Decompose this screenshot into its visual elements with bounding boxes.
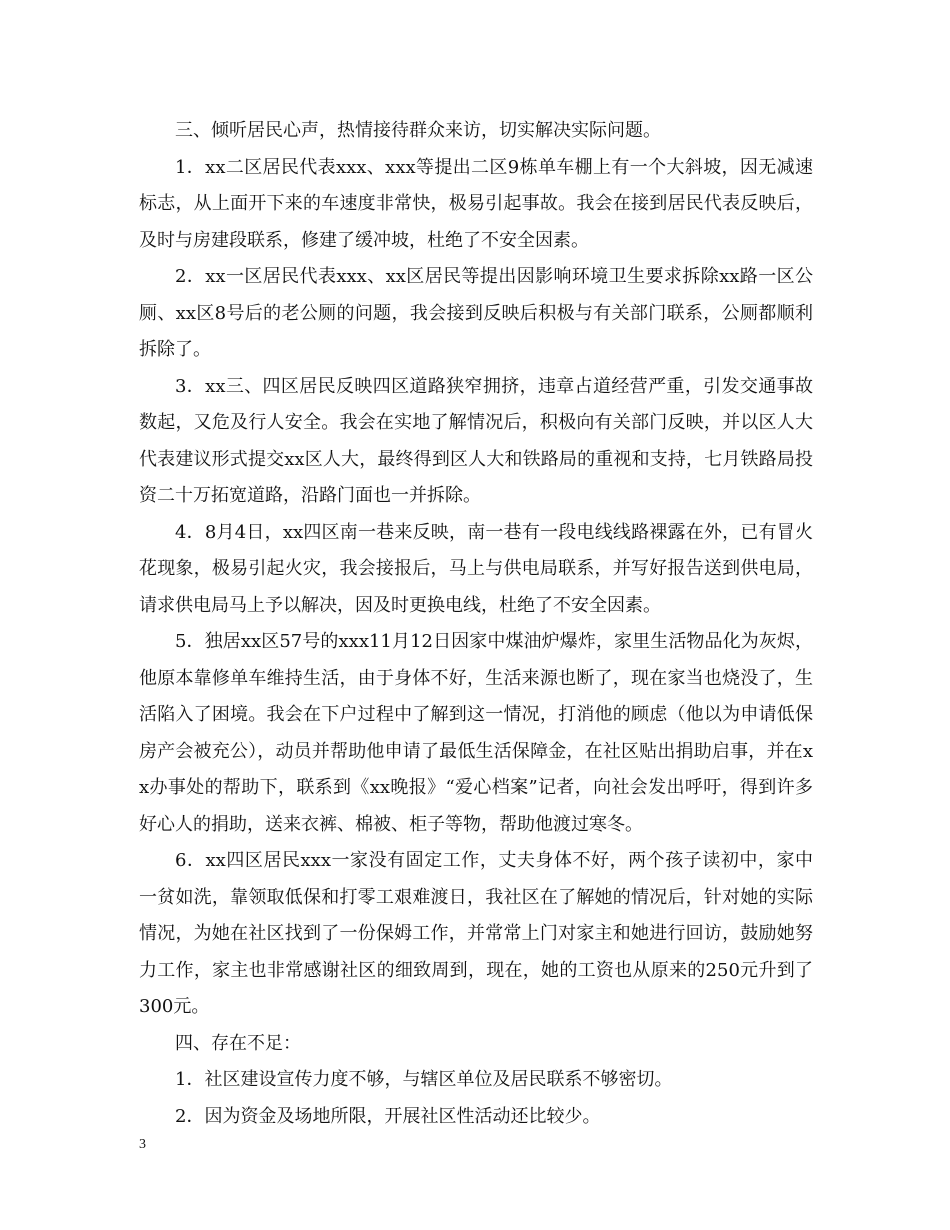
paragraph-item-6: 6．xx四区居民xxx一家没有固定工作，丈夫身体不好，两个孩子读初中，家中一贫如洗，靠领取低保和打零工艰难渡日，我社区在了解她的情况后，针对她的实际情况，为她在社区找到了一份保姆工作，并常常上门对家主和她进行回访，鼓励她努力工作，家主也非常感谢社区的细致周到，现在，她的工资也从原来的250元升到了300元。	[139, 850, 813, 1017]
page-number: 3	[139, 1137, 146, 1152]
section-heading-shortcomings: 四、存在不足：	[175, 1032, 301, 1054]
paragraph-item-4: 4．8月4日，xx四区南一巷来反映，南一巷有一段电线线路裸露在外，已有冒火花现象，极易引起火灾，我会接报后，马上与供电局联系，并写好报告送到供电局，请求供电局马上予以解决，因及时更换电线，杜绝了不安全因素。	[139, 521, 813, 616]
paragraph-item-1: 1．xx二区居民代表xxx、xxx等提出二区9栋单车棚上有一个大斜坡，因无减速标志，从上面开下来的车速度非常快，极易引起事故。我会在接到居民代表反映后，及时与房建段联系，修建了缓冲坡，杜绝了不安全因素。	[139, 156, 813, 251]
document-body	[139, 113, 813, 1135]
paragraph-item-2: 2．xx一区居民代表xxx、xx区居民等提出因影响环境卫生要求拆除xx路一区公厕、xx区8号后的老公厕的问题，我会接到反映后积极与有关部门联系，公厕都顺利拆除了。	[139, 266, 813, 360]
shortcoming-item-2: 2．因为资金及场地所限，开展社区性活动还比较少。	[175, 1105, 601, 1127]
shortcoming-item-1: 1．社区建设宣传力度不够，与辖区单位及居民联系不够密切。	[175, 1069, 673, 1090]
paragraph-item-5: 5．独居xx区57号的xxx11月12日因家中煤油炉爆炸，家里生活物品化为灰烬，他原本靠修单车维持生活，由于身体不好，生活来源也断了，现在家当也烧没了，生活陷入了困境。我会在下户过程中了解到这一情况，打消他的顾虑（他以为申请低保房产会被充公），动员并帮助他申请了最低生活保障金，在社区贴出捐助启事，并在xx办事处的帮助下，联系到《xx晚报》“爱心档案”记者，向社会发出呼吁，得到许多好心人的捐助，送来衣裤、棉被、柜子等物，帮助他渡过寒冬。	[139, 631, 813, 835]
paragraph-item-3: 3．xx三、四区居民反映四区道路狭窄拥挤，违章占道经营严重，引发交通事故数起，又危及行人安全。我会在实地了解情况后，积极向有关部门反映，并以区人大代表建议形式提交xx区人大，最终得到区人大和铁路局的重视和支持，七月铁路局投资二十万拓宽道路，沿路门面也一并拆除。	[139, 375, 813, 506]
section-heading-listening: 三、倾听居民心声，热情接待群众来访，切实解决实际问题。	[175, 120, 661, 141]
